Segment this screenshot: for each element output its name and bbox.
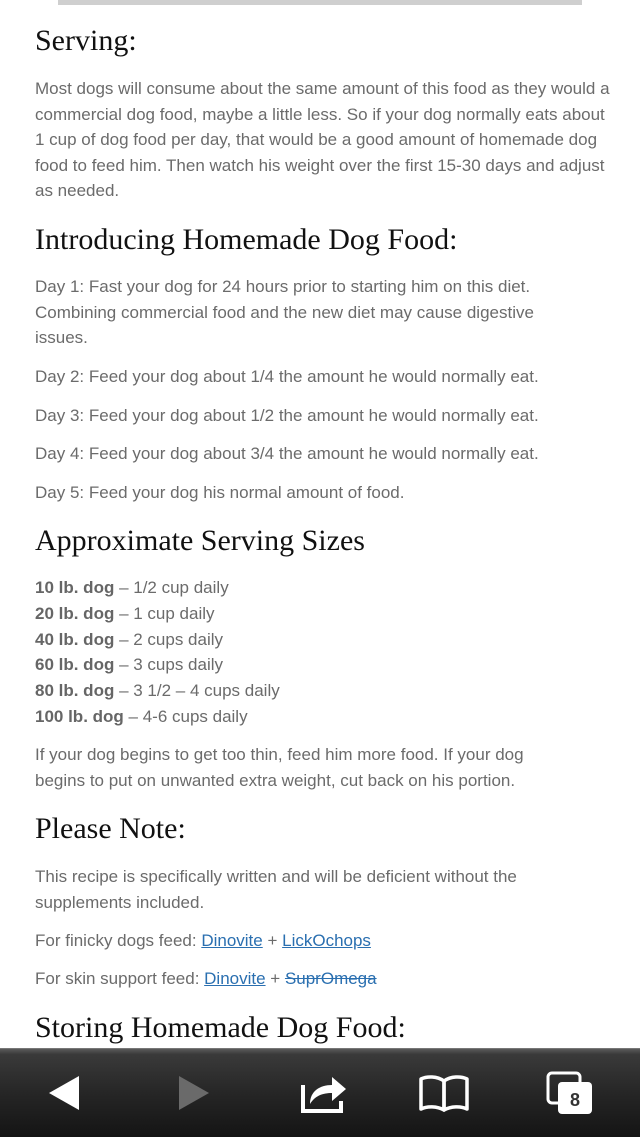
serving-amount: – 3 cups daily	[114, 655, 224, 674]
supromega-link[interactable]: SuprOmega	[284, 969, 377, 988]
bookmarks-button[interactable]	[414, 1069, 474, 1117]
forward-arrow-icon	[173, 1073, 213, 1113]
dog-weight: 80 lb. dog	[35, 681, 115, 700]
day-2-text: Day 2: Feed your dog about 1/4 the amount he would normally eat.	[35, 367, 539, 386]
weight-adjust-note: If your dog begins to get too thin, feed him more food. If your dog begins to put on unwanted extra weight, cut back on his portion.	[35, 745, 524, 790]
skin-label: For skin support feed:	[35, 969, 205, 988]
serving-amount: – 1/2 cup daily	[114, 578, 229, 597]
supplements-note: This recipe is specifically written and will be deficient without the supplements included.	[35, 867, 517, 912]
lickochops-link[interactable]: LickOchops	[282, 931, 371, 950]
serving-size-row	[35, 627, 610, 653]
serving-size-row	[35, 678, 610, 704]
dinovite-link[interactable]: Dinovite	[201, 931, 263, 950]
introducing-heading: Introducing Homemade Dog Food:	[35, 223, 458, 256]
serving-size-row	[35, 704, 610, 730]
serving-sizes-heading: Approximate Serving Sizes	[35, 524, 365, 557]
serving-size-row	[35, 652, 610, 678]
serving-amount: – 3 1/2 – 4 cups daily	[114, 681, 280, 700]
bookmarks-book-icon	[417, 1073, 471, 1113]
dog-weight: 10 lb. dog	[35, 578, 115, 597]
finicky-dogs-line	[35, 928, 610, 954]
share-button[interactable]	[294, 1069, 354, 1117]
share-icon	[298, 1071, 350, 1115]
tabs-button[interactable]	[540, 1069, 600, 1117]
serving-size-row	[35, 601, 610, 627]
plus-sign: +	[265, 969, 285, 988]
plus-sign: +	[262, 931, 283, 950]
dog-weight: 20 lb. dog	[35, 604, 115, 623]
serving-amount: – 2 cups daily	[114, 630, 224, 649]
serving-heading: Serving:	[35, 24, 137, 57]
top-scroll-edge	[58, 0, 582, 5]
day-5-text: Day 5: Feed your dog his normal amount of food.	[35, 483, 405, 502]
serving-amount: – 4-6 cups daily	[123, 707, 248, 726]
tabs-icon	[544, 1070, 596, 1116]
serving-size-row	[35, 575, 610, 601]
storing-heading: Storing Homemade Dog Food:	[35, 1011, 406, 1044]
day-1-text: Day 1: Fast your dog for 24 hours prior to starting him on this diet. Combining commercial food and the new diet may cause digestive issues.	[35, 277, 534, 348]
serving-text: Most dogs will consume about the same amount of this food as they would a commercial dog food, maybe a little less. So if your dog normally eats about 1 cup of dog food per day, that would be a good amount of homemade dog food to feed him. Then watch his weight over the first 15-30 days and adjust as needed.	[35, 79, 610, 201]
dog-weight: 60 lb. dog	[35, 655, 115, 674]
forward-button[interactable]	[163, 1069, 223, 1117]
day-3-text: Day 3: Feed your dog about 1/2 the amount he would normally eat.	[35, 406, 539, 425]
please-note-heading: Please Note:	[35, 812, 186, 845]
skin-support-line	[35, 966, 610, 992]
tabs-count: 8	[569, 1090, 581, 1110]
dog-weight: 40 lb. dog	[35, 630, 115, 649]
serving-amount: – 1 cup daily	[114, 604, 215, 623]
dinovite-link[interactable]: Dinovite	[204, 969, 266, 988]
browser-toolbar	[0, 1048, 640, 1137]
back-arrow-icon	[45, 1073, 85, 1113]
back-button[interactable]	[35, 1069, 95, 1117]
day-4-text: Day 4: Feed your dog about 3/4 the amount he would normally eat.	[35, 444, 539, 463]
finicky-label: For finicky dogs feed:	[35, 931, 202, 950]
dog-weight: 100 lb. dog	[35, 707, 124, 726]
